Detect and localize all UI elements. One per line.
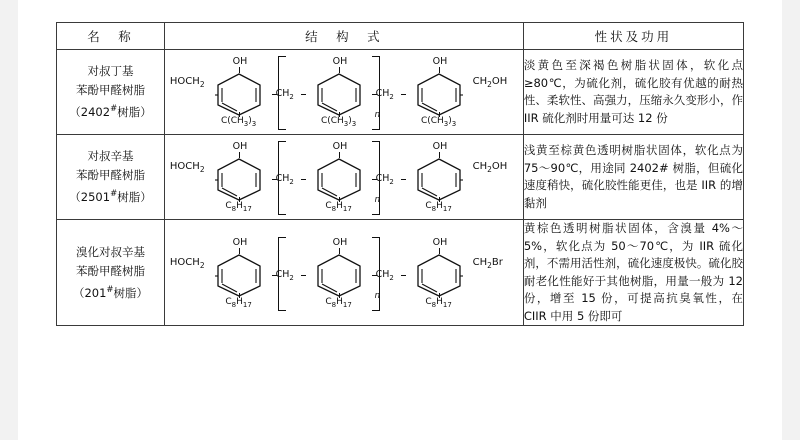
benzene-unit <box>406 50 472 134</box>
chemical-structure-diagram <box>170 50 518 134</box>
structure-left-label: $HOCH_2$ <box>169 161 205 174</box>
hydroxyl-label: OH <box>332 236 348 248</box>
repeat-count-label: n <box>374 195 380 205</box>
cell-name <box>57 135 165 220</box>
cell-name <box>57 220 165 326</box>
methylene-bridge <box>272 50 306 134</box>
cell-name <box>57 50 165 135</box>
benzene-unit <box>306 50 372 134</box>
left-margin <box>0 0 18 440</box>
table-header-row <box>57 23 744 50</box>
benzene-unit <box>406 135 472 219</box>
structure-left-label: $HOCH_2$ <box>169 76 205 89</box>
hydroxyl-label: OH <box>432 56 448 67</box>
hydroxyl-label: OH <box>232 141 248 152</box>
structure-right-label: $CH_2OH$ <box>472 76 508 89</box>
methylene-bridge <box>272 231 306 315</box>
cell-property: 淡黄色至深褐色树脂状固体，软化点≥80℃，为硫化剂，硫化胶有优越的耐热性、柔软性、高强力，压缩永久变形小，作 IIR 硫化剂时用量可达 12 份 <box>523 50 743 135</box>
column-header-name: 名 称 <box>57 23 165 50</box>
para-substituent-label: $C_8H_{17}$ <box>425 296 452 309</box>
cell-property: 黄棕色透明树脂状固体，含溴量 4%～5%，软化点为 50～70℃，为 IIR 硫化剂，不需用活性剂，硫化速度极快。硫化胶耐老化性能好于其他树脂，用量一般为 12 份，增至 15 份，可提高抗臭氧性，在 CIIR 中用 5 份即可 <box>523 220 743 326</box>
chemical-structure-diagram <box>170 135 518 219</box>
name-line: 对叔丁基 <box>87 64 134 79</box>
name-line: （201#树脂） <box>72 284 149 300</box>
name-line: 对叔辛基 <box>87 149 134 164</box>
benzene-ring-icon <box>415 157 463 201</box>
name-line: 溴化对叔辛基 <box>76 244 145 259</box>
bridge-label: $CH_2$ <box>275 88 294 101</box>
name-line: 苯酚甲醛树脂 <box>76 83 145 98</box>
structure-right-label: $CH_2Br$ <box>472 256 503 270</box>
para-substituent-label: $C_8H_{17}$ <box>325 296 352 309</box>
benzene-ring-icon <box>215 157 263 201</box>
benzene-unit <box>206 135 272 219</box>
para-substituent-label: $C(CH_3)_3$ <box>220 116 257 128</box>
name-line: 苯酚甲醛树脂 <box>76 168 145 183</box>
repeat-bracket-left <box>278 237 286 311</box>
benzene-ring-icon <box>415 253 463 297</box>
table-row <box>57 135 744 220</box>
benzene-ring-icon <box>215 253 263 297</box>
cell-structure <box>165 220 524 326</box>
para-substituent-label: $C(CH_3)_3$ <box>320 116 357 128</box>
benzene-unit <box>206 231 272 315</box>
para-substituent-label: $C_8H_{17}$ <box>325 201 352 213</box>
methylene-bridge <box>372 50 406 134</box>
bridge-label: $CH_2$ <box>375 173 394 186</box>
resin-properties-table <box>56 22 744 326</box>
methylene-bridge <box>272 135 306 219</box>
hydroxyl-label: OH <box>432 141 448 152</box>
para-substituent-label: $C(CH_3)_3$ <box>420 116 457 128</box>
repeat-count-label: n <box>374 290 380 301</box>
methylene-bridge <box>372 231 406 315</box>
column-header-property: 性状及功用 <box>523 23 743 50</box>
hydroxyl-label: OH <box>232 236 248 248</box>
bridge-label: $CH_2$ <box>375 268 394 282</box>
benzene-unit <box>306 231 372 315</box>
bridge-label: $CH_2$ <box>375 88 394 101</box>
repeat-bracket-left <box>278 56 286 130</box>
para-substituent-label: $C_8H_{17}$ <box>425 201 452 213</box>
hydroxyl-label: OH <box>332 141 348 152</box>
repeat-count-label: n <box>374 110 380 120</box>
benzene-unit <box>306 135 372 219</box>
name-line: 苯酚甲醛树脂 <box>76 263 145 278</box>
hydroxyl-label: OH <box>232 56 248 67</box>
name-line: （2402#树脂） <box>69 104 152 119</box>
para-substituent-label: $C_8H_{17}$ <box>225 201 252 213</box>
methylene-bridge <box>372 135 406 219</box>
benzene-ring-icon <box>215 72 263 116</box>
structure-left-label: $HOCH_2$ <box>169 256 205 270</box>
table-row <box>57 50 744 135</box>
benzene-unit <box>406 231 472 315</box>
benzene-unit <box>206 50 272 134</box>
benzene-ring-icon <box>415 72 463 116</box>
chemical-structure-diagram <box>170 231 518 315</box>
column-header-structure: 结 构 式 <box>165 23 524 50</box>
benzene-ring-icon <box>315 253 363 297</box>
bridge-label: $CH_2$ <box>275 173 294 186</box>
name-line: （2501#树脂） <box>69 189 152 204</box>
para-substituent-label: $C_8H_{17}$ <box>225 296 252 309</box>
structure-right-label: $CH_2OH$ <box>472 161 508 174</box>
table-row <box>57 220 744 326</box>
hydroxyl-label: OH <box>432 236 448 248</box>
cell-structure <box>165 50 524 135</box>
bridge-label: $CH_2$ <box>275 268 294 282</box>
cell-structure <box>165 135 524 220</box>
hydroxyl-label: OH <box>332 56 348 67</box>
benzene-ring-icon <box>315 157 363 201</box>
benzene-ring-icon <box>315 72 363 116</box>
repeat-bracket-left <box>278 141 286 215</box>
cell-property: 浅黄至棕黄色透明树脂状固体，软化点为 75～90℃，用途同 2402# 树脂，但硫化速度稍快，硫化胶性能更佳，也是 IIR 的增黏剂 <box>523 135 743 220</box>
right-margin <box>782 0 800 440</box>
